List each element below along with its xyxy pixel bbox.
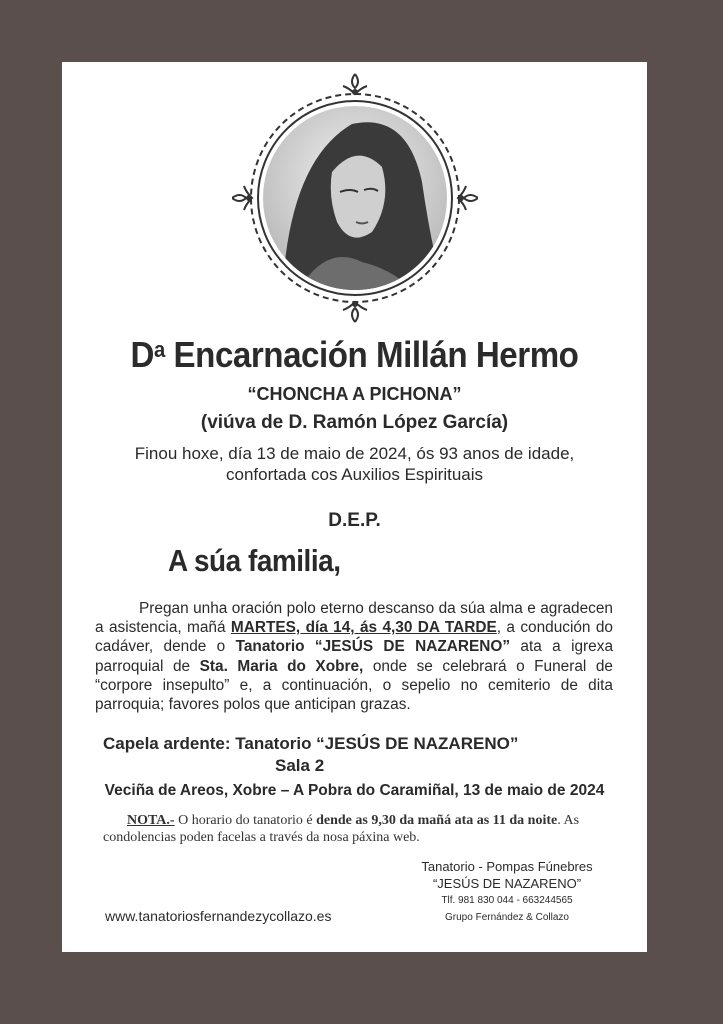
note: NOTA.- O horario do tanatorio é dende as 9,30 da mañá ata as 11 da noite. As condolencias poden facelas a través da nosa páxina web.	[103, 813, 580, 845]
obituary-sheet	[62, 62, 647, 952]
place-date: Veciña de Areos, Xobre – A Pobra do Caramiñal, 13 de maio de 2024	[104, 782, 605, 799]
room-info: Sala 2	[275, 756, 325, 775]
main-paragraph: Pregan unha oración polo eterno descanso da súa alma e agradecen a asistencia, mañá MARTES, día 14, ás 4,30 DA TARDE, a condución do cadáver, dende o Tanatorio “JESÚS DE NAZARENO” ata a igrexa parroquial de Sta. Maria do Xobre, onde se celebrará o Funeral de “corpore insepulto” e, a continuación, o sepelio no cemiterio de dita parroquia; favores polos que anticipan grazas.	[95, 600, 613, 714]
deceased-name: $D^a$ Encarnación Millán Hermo	[130, 334, 579, 375]
website: www.tanatoriosfernandezycollazo.es	[105, 908, 332, 924]
family-heading: A súa familia,	[168, 543, 341, 578]
death-notice: Finou hoxe, día 13 de maio de 2024, ós 93 anos de idade, confortada cos Auxilios Espirituais	[134, 444, 575, 484]
widow-of: (viúva de D. Ramón López García)	[200, 412, 509, 433]
virgin-mary-portrait	[232, 72, 478, 324]
nickname: “CHONCHA A PICHONA”	[247, 384, 462, 404]
chapel-info: Capela ardente: Tanatorio “JESÚS DE NAZARENO”	[103, 734, 519, 753]
dep-heading: D.E.P.	[328, 510, 381, 531]
funeral-home-signature: Tanatorio - Pompas Fúnebres “JESÚS DE NAZARENO” Tlf. 981 830 044 - 663244565 Grupo Fernández & Collazo	[421, 859, 593, 923]
